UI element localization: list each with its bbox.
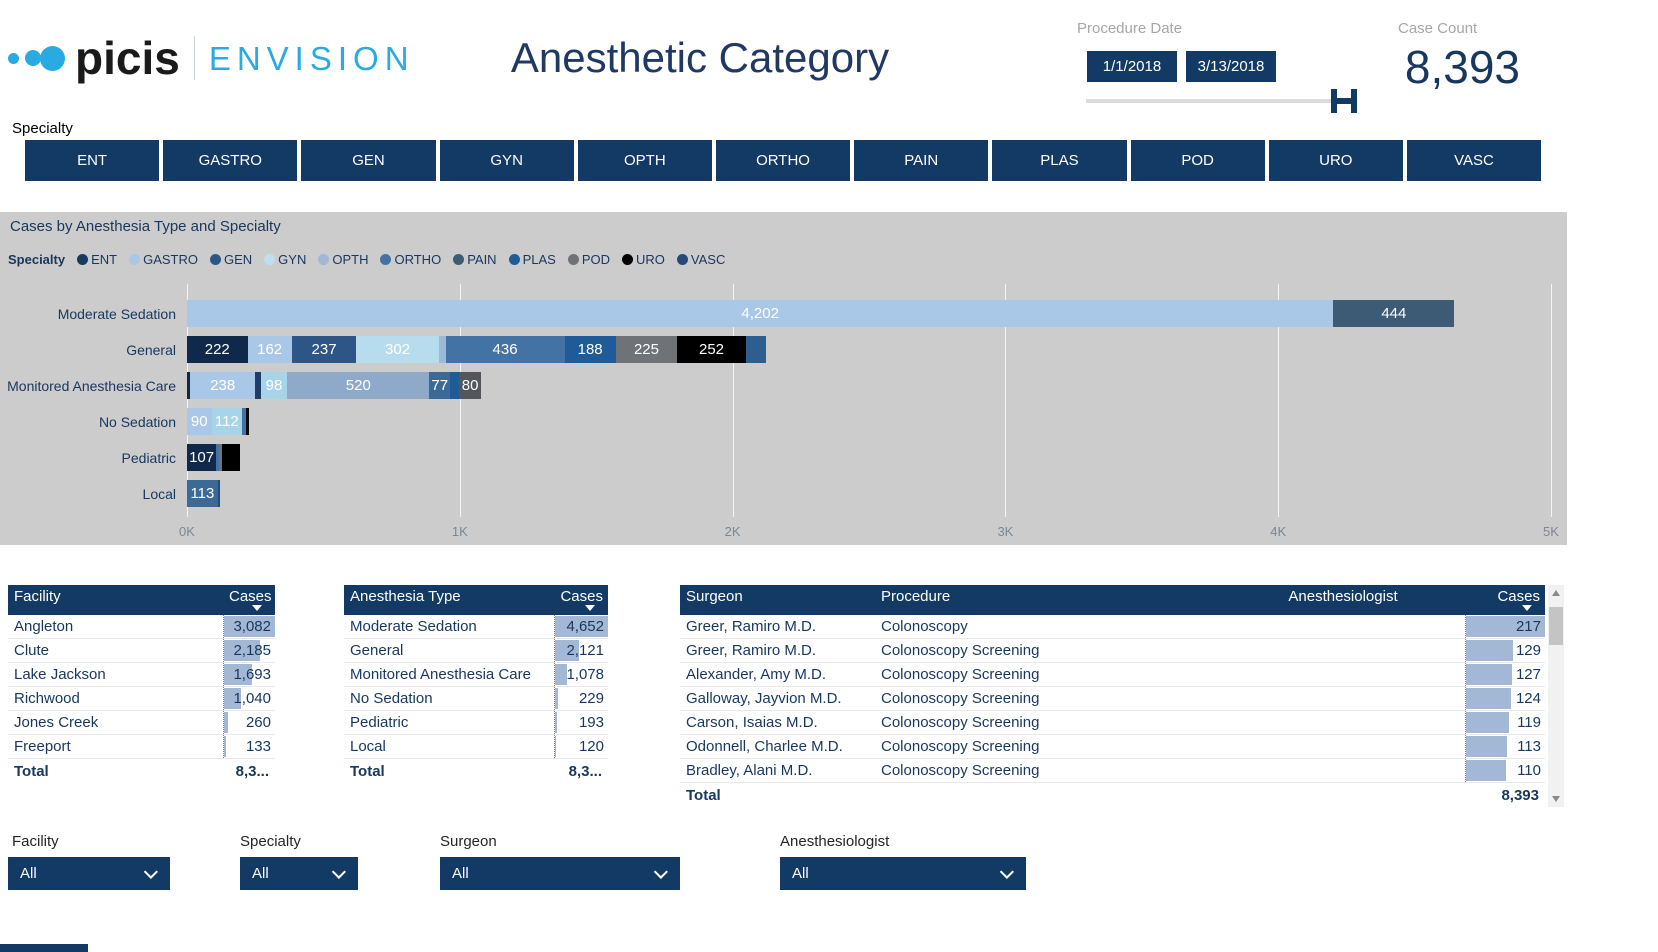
cases-cell xyxy=(1465,639,1545,662)
cases-value: 129 xyxy=(1515,642,1541,659)
date-slider-handle[interactable] xyxy=(1331,89,1357,113)
cases-value: 260 xyxy=(245,714,271,731)
stacked-bar-chart xyxy=(0,296,1567,512)
bar-segment-pain[interactable]: 444 xyxy=(1333,300,1454,327)
legend-label: ENT xyxy=(91,252,118,267)
bar-segment-gen[interactable]: 237 xyxy=(292,336,357,363)
cell-facility: Freeport xyxy=(14,738,71,755)
cases-value: 124 xyxy=(1515,690,1541,707)
column-header-label: Surgeon xyxy=(686,588,743,605)
chart-bar-track xyxy=(187,300,1454,327)
cell-procedure: Colonoscopy xyxy=(881,618,968,635)
total-cell: Total xyxy=(686,786,721,804)
column-header-label: Cases xyxy=(1497,588,1540,605)
scroll-down-icon[interactable] xyxy=(1548,791,1564,807)
legend-item-gyn[interactable] xyxy=(264,252,306,267)
chart-category-label: Monitored Anesthesia Care xyxy=(7,378,176,394)
legend-label: GYN xyxy=(278,252,307,267)
table-row[interactable] xyxy=(8,711,275,735)
legend-item-plas[interactable] xyxy=(509,252,556,267)
table-row[interactable] xyxy=(8,615,275,639)
cell-anesthesia-type: General xyxy=(350,642,404,659)
column-header-anesthesiologist[interactable] xyxy=(1220,585,1465,615)
column-header-procedure[interactable] xyxy=(875,585,1220,615)
procedure-date-end-input[interactable]: 3/13/2018 xyxy=(1186,51,1276,82)
column-header-label: Procedure xyxy=(881,588,951,605)
cases-cell xyxy=(554,639,608,662)
x-axis-tick: 4K xyxy=(1270,524,1287,539)
cases-value: 2,121 xyxy=(566,642,604,659)
procedure-date-label: Procedure Date xyxy=(1077,20,1183,37)
bar-segment-ent[interactable]: 222 xyxy=(187,336,248,363)
legend-label: GASTRO xyxy=(143,252,198,267)
specialty-button-ent[interactable]: ENT xyxy=(25,140,159,181)
legend-dot-icon xyxy=(622,254,633,265)
bar-segment-gyn[interactable]: 302 xyxy=(356,336,438,363)
chart-row-moderate-sedation xyxy=(0,296,1567,332)
cell-surgeon: Bradley, Alani M.D. xyxy=(686,762,813,779)
bar-segment-plas[interactable]: 188 xyxy=(565,336,616,363)
cases-value: 110 xyxy=(1517,762,1541,779)
dropdown-selected-value: All xyxy=(20,865,37,882)
legend-label: OPTH xyxy=(332,252,369,267)
legend-dot-icon xyxy=(568,254,579,265)
chart-category-label: No Sedation xyxy=(98,414,176,430)
bar-segment-gastro[interactable]: 162 xyxy=(248,336,292,363)
facility-table xyxy=(8,585,275,783)
specialty-button-vasc[interactable]: VASC xyxy=(1407,140,1541,181)
bar-segment-uro[interactable] xyxy=(222,444,239,471)
scrollbar-thumb[interactable] xyxy=(1549,607,1563,645)
cases-value: 127 xyxy=(1515,666,1541,683)
legend-dot-icon xyxy=(509,254,520,265)
legend-dot-icon xyxy=(453,254,464,265)
x-axis-tick: 0K xyxy=(179,524,195,539)
filter-dropdown-anesthesiologist[interactable] xyxy=(780,857,1026,890)
cell-facility: Lake Jackson xyxy=(14,666,106,683)
bar-segment-pod[interactable]: 225 xyxy=(616,336,677,363)
cases-value: 229 xyxy=(578,690,604,707)
legend-dot-icon xyxy=(380,254,391,265)
specialty-button-ortho[interactable]: ORTHO xyxy=(716,140,850,181)
cases-value: 3,082 xyxy=(233,618,271,635)
table-row[interactable] xyxy=(344,663,608,687)
specialty-button-gastro[interactable]: GASTRO xyxy=(163,140,297,181)
legend-label: PAIN xyxy=(467,252,497,267)
cell-surgeon: Greer, Ramiro M.D. xyxy=(686,618,817,635)
legend-item-pain[interactable] xyxy=(453,252,496,267)
bar-segment-plas[interactable] xyxy=(450,372,459,399)
bar-segment-ent[interactable]: 107 xyxy=(187,444,216,471)
column-header-label: Anesthesia Type xyxy=(350,588,461,605)
case-count-label: Case Count xyxy=(1398,20,1478,37)
cases-cell xyxy=(223,687,275,710)
table-row[interactable] xyxy=(344,615,608,639)
cases-cell xyxy=(554,735,608,758)
legend-item-opth[interactable] xyxy=(318,252,368,267)
chart-row-no-sedation xyxy=(0,404,1567,440)
total-cell: Total xyxy=(14,762,49,780)
cases-cell xyxy=(554,711,608,734)
cell-surgeon: Greer, Ramiro M.D. xyxy=(686,642,817,659)
cell-procedure: Colonoscopy Screening xyxy=(881,666,1040,683)
cases-value: 1,078 xyxy=(566,666,604,683)
cases-cell xyxy=(1465,687,1545,710)
cases-cell xyxy=(223,639,275,662)
dropdown-selected-value: All xyxy=(252,865,269,882)
specialty-button-plas[interactable]: PLAS xyxy=(992,140,1126,181)
scroll-up-icon[interactable] xyxy=(1548,585,1564,601)
filter-label-specialty: Specialty xyxy=(240,833,301,850)
date-slider-track[interactable] xyxy=(1086,99,1332,103)
cell-procedure: Colonoscopy Screening xyxy=(881,714,1040,731)
cases-cell xyxy=(554,687,608,710)
app-logo xyxy=(8,26,415,90)
chart-bar-track xyxy=(187,480,220,507)
x-axis-tick: 1K xyxy=(451,524,468,539)
bar-segment-opth[interactable]: 520 xyxy=(287,372,429,399)
legend-label: VASC xyxy=(690,252,726,267)
filter-dropdown-specialty[interactable] xyxy=(240,857,358,890)
chart-row-general xyxy=(0,332,1567,368)
legend-label: ORTHO xyxy=(394,252,442,267)
cell-surgeon: Alexander, Amy M.D. xyxy=(686,666,827,683)
table-row[interactable] xyxy=(680,759,1545,783)
table-header-row xyxy=(344,585,608,615)
table-row[interactable] xyxy=(680,711,1545,735)
bar-segment-ortho[interactable]: 113 xyxy=(187,480,218,507)
table-row[interactable] xyxy=(8,687,275,711)
column-header-label: Cases xyxy=(560,588,603,605)
bar-segment-gastro[interactable]: 90 xyxy=(187,408,212,435)
cases-cell xyxy=(1465,711,1545,734)
total-cell: Total xyxy=(350,762,385,780)
column-header-facility[interactable] xyxy=(8,585,223,615)
anesthesia-type-table xyxy=(344,585,608,783)
chart-row-monitored-anesthesia-care xyxy=(0,368,1567,404)
table-row[interactable] xyxy=(680,663,1545,687)
cell-anesthesia-type: Local xyxy=(350,738,386,755)
bar-segment-gyn[interactable]: 112 xyxy=(212,408,243,435)
x-axis-tick: 2K xyxy=(724,524,741,539)
legend-label: POD xyxy=(581,252,610,267)
brand-name: picis xyxy=(75,32,180,84)
cell-anesthesia-type: Pediatric xyxy=(350,714,409,731)
total-cell: 8,3... xyxy=(235,762,269,780)
legend-dot-icon xyxy=(264,254,275,265)
table-total-row xyxy=(680,783,1545,807)
total-cell: 8,393 xyxy=(1501,786,1539,804)
table-row[interactable] xyxy=(8,639,275,663)
table-row[interactable] xyxy=(344,711,608,735)
page-title: Anesthetic Category xyxy=(510,34,890,81)
cases-value: 2,185 xyxy=(233,642,271,659)
legend-item-gen[interactable] xyxy=(210,252,252,267)
cases-value: 193 xyxy=(578,714,604,731)
cell-procedure: Colonoscopy Screening xyxy=(881,642,1040,659)
cases-cell xyxy=(554,615,608,638)
legend-dot-icon xyxy=(77,254,88,265)
dropdown-selected-value: All xyxy=(792,865,809,882)
column-header-label: Anesthesiologist xyxy=(1288,588,1398,605)
bar-segment-vasc[interactable] xyxy=(746,336,766,363)
cell-procedure: Colonoscopy Screening xyxy=(881,762,1040,779)
bar-segment-ortho[interactable]: 77 xyxy=(429,372,450,399)
cases-cell xyxy=(1465,615,1545,638)
bar-segment-opth[interactable] xyxy=(439,336,446,363)
surgeon-table xyxy=(680,585,1545,807)
table-row[interactable] xyxy=(8,735,275,759)
legend-item-ent[interactable] xyxy=(77,252,117,267)
cases-value: 217 xyxy=(1515,618,1541,635)
chart-bar-track xyxy=(187,372,481,399)
legend-item-pod[interactable] xyxy=(568,252,610,267)
bar-segment-ortho[interactable]: 436 xyxy=(446,336,565,363)
table-row[interactable] xyxy=(344,735,608,759)
legend-dot-icon xyxy=(677,254,688,265)
legend-label: PLAS xyxy=(522,252,556,267)
surgeon-table-scrollbar[interactable] xyxy=(1548,585,1564,807)
chart-title: Cases by Anesthesia Type and Specialty xyxy=(10,218,281,235)
cell-surgeon: Carson, Isaias M.D. xyxy=(686,714,818,731)
table-row[interactable] xyxy=(680,687,1545,711)
cell-facility: Jones Creek xyxy=(14,714,99,731)
cases-cell xyxy=(223,663,275,686)
chart-category-label: Moderate Sedation xyxy=(57,306,176,322)
table-total-row xyxy=(8,759,275,783)
legend-dot-icon xyxy=(129,254,140,265)
table-row[interactable] xyxy=(8,663,275,687)
cell-facility: Clute xyxy=(14,642,50,659)
cell-surgeon: Odonnell, Charlee M.D. xyxy=(686,738,843,755)
column-header-label: Facility xyxy=(14,588,61,605)
chart-bar-track xyxy=(187,336,766,363)
bar-segment-gyn[interactable]: 98 xyxy=(261,372,288,399)
bar-segment-uro[interactable]: 252 xyxy=(677,336,746,363)
specialty-button-pod[interactable]: POD xyxy=(1131,140,1265,181)
specialty-button-opth[interactable]: OPTH xyxy=(578,140,712,181)
legend-title: Specialty xyxy=(8,252,66,267)
x-axis-tick: 3K xyxy=(997,524,1014,539)
dropdown-selected-value: All xyxy=(452,865,469,882)
cell-procedure: Colonoscopy Screening xyxy=(881,690,1040,707)
cell-facility: Richwood xyxy=(14,690,80,707)
chart-bar-track xyxy=(187,408,249,435)
chart-category-label: Local xyxy=(142,486,176,502)
column-header-surgeon[interactable] xyxy=(680,585,875,615)
chart-category-label: General xyxy=(126,342,176,358)
legend-dot-icon xyxy=(318,254,329,265)
filter-label-surgeon: Surgeon xyxy=(440,833,497,850)
cases-cell xyxy=(554,663,608,686)
table-row[interactable] xyxy=(344,687,608,711)
legend-item-vasc[interactable] xyxy=(677,252,725,267)
cases-cell xyxy=(1465,759,1545,782)
bar-segment-gastro[interactable]: 4,202 xyxy=(187,300,1333,327)
cases-value: 4,652 xyxy=(566,618,604,635)
filter-label-facility: Facility xyxy=(12,833,59,850)
legend-item-ortho[interactable] xyxy=(380,252,441,267)
chart-legend xyxy=(8,252,725,267)
cell-procedure: Colonoscopy Screening xyxy=(881,738,1040,755)
chart-row-local xyxy=(0,476,1567,512)
column-header-anesthesia-type[interactable] xyxy=(344,585,554,615)
legend-dot-icon xyxy=(210,254,221,265)
case-count-value: 8,393 xyxy=(1404,41,1520,93)
bar-segment-pod[interactable]: 80 xyxy=(459,372,481,399)
table-row[interactable] xyxy=(680,615,1545,639)
column-header-label: Cases xyxy=(229,588,272,605)
cases-value: 1,693 xyxy=(233,666,271,683)
table-row[interactable] xyxy=(680,735,1545,759)
picis-dots-icon xyxy=(8,46,65,71)
cases-value: 120 xyxy=(578,738,604,755)
chart-panel xyxy=(0,212,1567,545)
cases-cell xyxy=(223,735,275,758)
bar-segment-gastro[interactable]: 238 xyxy=(190,372,255,399)
cases-value: 133 xyxy=(245,738,271,755)
logo-divider xyxy=(194,36,195,80)
table-header-row xyxy=(680,585,1545,615)
specialty-button-uro[interactable]: URO xyxy=(1269,140,1403,181)
cases-value: 1,040 xyxy=(233,690,271,707)
x-axis xyxy=(0,524,1567,542)
specialty-button-gen[interactable]: GEN xyxy=(301,140,435,181)
bar-segment-vasc[interactable] xyxy=(218,480,220,507)
specialty-button-pain[interactable]: PAIN xyxy=(854,140,988,181)
cases-cell xyxy=(1465,663,1545,686)
specialty-filter-label: Specialty xyxy=(12,120,73,137)
chart-bar-track xyxy=(187,444,240,471)
cases-cell xyxy=(223,615,275,638)
cases-cell xyxy=(223,711,275,734)
filter-label-anesthesiologist: Anesthesiologist xyxy=(780,833,890,850)
filter-dropdown-surgeon[interactable] xyxy=(440,857,680,890)
table-row[interactable] xyxy=(344,639,608,663)
x-axis-tick: 5K xyxy=(1543,524,1559,539)
chart-category-label: Pediatric xyxy=(121,450,176,466)
table-row[interactable] xyxy=(680,639,1545,663)
filter-dropdown-facility[interactable] xyxy=(8,857,170,890)
column-header-cases[interactable] xyxy=(554,585,608,615)
cell-surgeon: Galloway, Jayvion M.D. xyxy=(686,690,842,707)
legend-label: URO xyxy=(636,252,665,267)
specialty-button-gyn[interactable]: GYN xyxy=(440,140,574,181)
cell-anesthesia-type: No Sedation xyxy=(350,690,433,707)
column-header-cases[interactable] xyxy=(1465,585,1545,615)
sort-descending-icon[interactable] xyxy=(1522,605,1532,611)
chart-row-pediatric xyxy=(0,440,1567,476)
partial-bottom-element xyxy=(0,944,88,952)
sort-descending-icon[interactable] xyxy=(585,605,595,611)
total-cell: 8,3... xyxy=(568,762,602,780)
legend-item-uro[interactable] xyxy=(622,252,665,267)
specialty-button-row xyxy=(25,140,1541,181)
table-total-row xyxy=(344,759,608,783)
cell-facility: Angleton xyxy=(14,618,74,635)
procedure-date-start-input[interactable]: 1/1/2018 xyxy=(1087,51,1177,82)
cell-anesthesia-type: Moderate Sedation xyxy=(350,618,477,635)
table-header-row xyxy=(8,585,275,615)
legend-item-gastro[interactable] xyxy=(129,252,198,267)
cases-cell xyxy=(1465,735,1545,758)
legend-label: GEN xyxy=(224,252,253,267)
bar-segment-uro[interactable] xyxy=(246,408,249,435)
column-header-cases[interactable] xyxy=(223,585,275,615)
cases-value: 119 xyxy=(1517,714,1541,731)
product-name: ENVISION xyxy=(208,39,415,77)
sort-descending-icon[interactable] xyxy=(252,605,262,611)
cell-anesthesia-type: Monitored Anesthesia Care xyxy=(350,666,531,683)
cases-value: 113 xyxy=(1517,738,1541,755)
